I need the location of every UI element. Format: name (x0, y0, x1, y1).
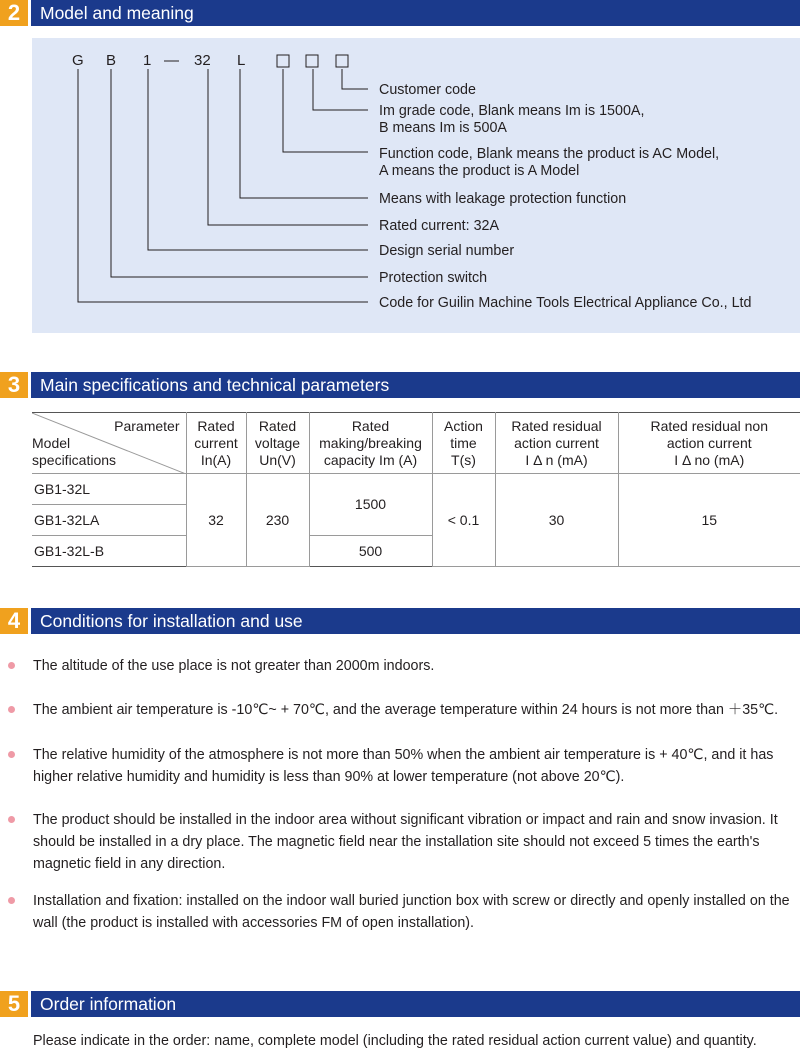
desc-rated-current: Rated current: 32A (379, 218, 500, 234)
desc-protection-switch: Protection switch (379, 270, 488, 286)
header-rated-current: Rated current In(A) (186, 413, 246, 474)
table-header-row (32, 413, 800, 474)
section-header-specs (0, 372, 800, 398)
residual-non-cell: 15 (618, 474, 800, 567)
section-header-order (0, 991, 800, 1017)
corner-cell (32, 413, 186, 474)
header-residual-non: Rated residual non action current I Δ no (mA) (618, 413, 800, 474)
bullet-dot (8, 751, 15, 758)
bullet-dot (8, 897, 15, 904)
desc-customer-code: Customer code (379, 82, 476, 98)
capacity-cell-2: 500 (309, 536, 432, 567)
section-number: 2 (0, 0, 28, 26)
section-title: Conditions for installation and use (31, 608, 800, 634)
desc-im-grade-2: B means Im is 500A (379, 120, 507, 136)
action-time-cell: < 0.1 (432, 474, 495, 567)
section-number: 4 (0, 608, 28, 634)
capacity-cell-1: 1500 (309, 474, 432, 536)
order-information-text: Please indicate in the order: name, complete model (including the rated residual action current value) and quantity. (33, 1033, 757, 1049)
model-letter-l: L (237, 52, 246, 69)
bullet-dot (8, 816, 15, 823)
model-cell: GB1-32L (32, 474, 186, 505)
section-title: Main specifications and technical parameters (31, 372, 800, 398)
desc-im-grade-1: Im grade code, Blank means Im is 1500A, (379, 103, 645, 119)
corner-parameter: Parameter (114, 418, 180, 434)
model-letter-b: B (106, 52, 117, 69)
spec-table (32, 412, 800, 567)
desc-leakage: Means with leakage protection function (379, 191, 627, 207)
desc-serial: Design serial number (379, 243, 515, 259)
desc-company-code: Code for Guilin Machine Tools Electrical Appliance Co., Ltd (379, 295, 752, 311)
bullet-dot (8, 662, 15, 669)
header-capacity: Rated making/breaking capacity Im (A) (309, 413, 432, 474)
section-header-conditions (0, 608, 800, 634)
header-action-time: Action time T(s) (432, 413, 495, 474)
residual-cell: 30 (495, 474, 618, 567)
model-cell: GB1-32L-B (32, 536, 186, 567)
header-rated-voltage: Rated voltage Un(V) (246, 413, 309, 474)
model-letter-g: G (72, 52, 84, 69)
desc-function-code-1: Function code, Blank means the product is AC Model, (379, 146, 720, 162)
voltage-cell: 230 (246, 474, 309, 567)
condition-vibration: The product should be installed in the indoor area without significant vibration or impact and rain and snow invasion. It should be installed in a dry place. The magnetic field near the installation site should not exceed 5 times the earth's magnetic field in any direction. (33, 812, 778, 872)
header-residual: Rated residual action current I Δ n (mA) (495, 413, 618, 474)
model-letter-1: 1 (143, 52, 152, 69)
table-row (32, 474, 800, 505)
model-cell: GB1-32LA (32, 505, 186, 536)
condition-temperature: The ambient air temperature is -10℃~ + 70℃, and the average temperature within 24 hours is not more than ＋35℃. (33, 702, 779, 718)
section-number: 5 (0, 991, 28, 1017)
model-letter-32: 32 (194, 52, 211, 69)
section-title: Order information (31, 991, 800, 1017)
model-meaning-diagram (32, 38, 800, 333)
condition-altitude: The altitude of the use place is not greater than 2000m indoors. (33, 658, 435, 674)
condition-humidity: The relative humidity of the atmosphere is not more than 50% when the ambient air temperature is + 40℃, and it has higher relative humidity and humidity is less than 90% at lower temperature (not above 20℃). (33, 747, 774, 785)
condition-installation: Installation and fixation: installed on the indoor wall buried junction box with screw or directly and openly installed on the wall (the product is installed with accessories FM of open installation). (33, 893, 790, 931)
model-dash: — (164, 52, 179, 69)
desc-function-code-2: A means the product is A Model (379, 163, 580, 179)
section-number: 3 (0, 372, 28, 398)
bullet-dot (8, 706, 15, 713)
section-header-model (0, 0, 800, 26)
current-cell: 32 (186, 474, 246, 567)
corner-model: Model specifications (32, 435, 117, 468)
section-title: Model and meaning (31, 0, 800, 26)
